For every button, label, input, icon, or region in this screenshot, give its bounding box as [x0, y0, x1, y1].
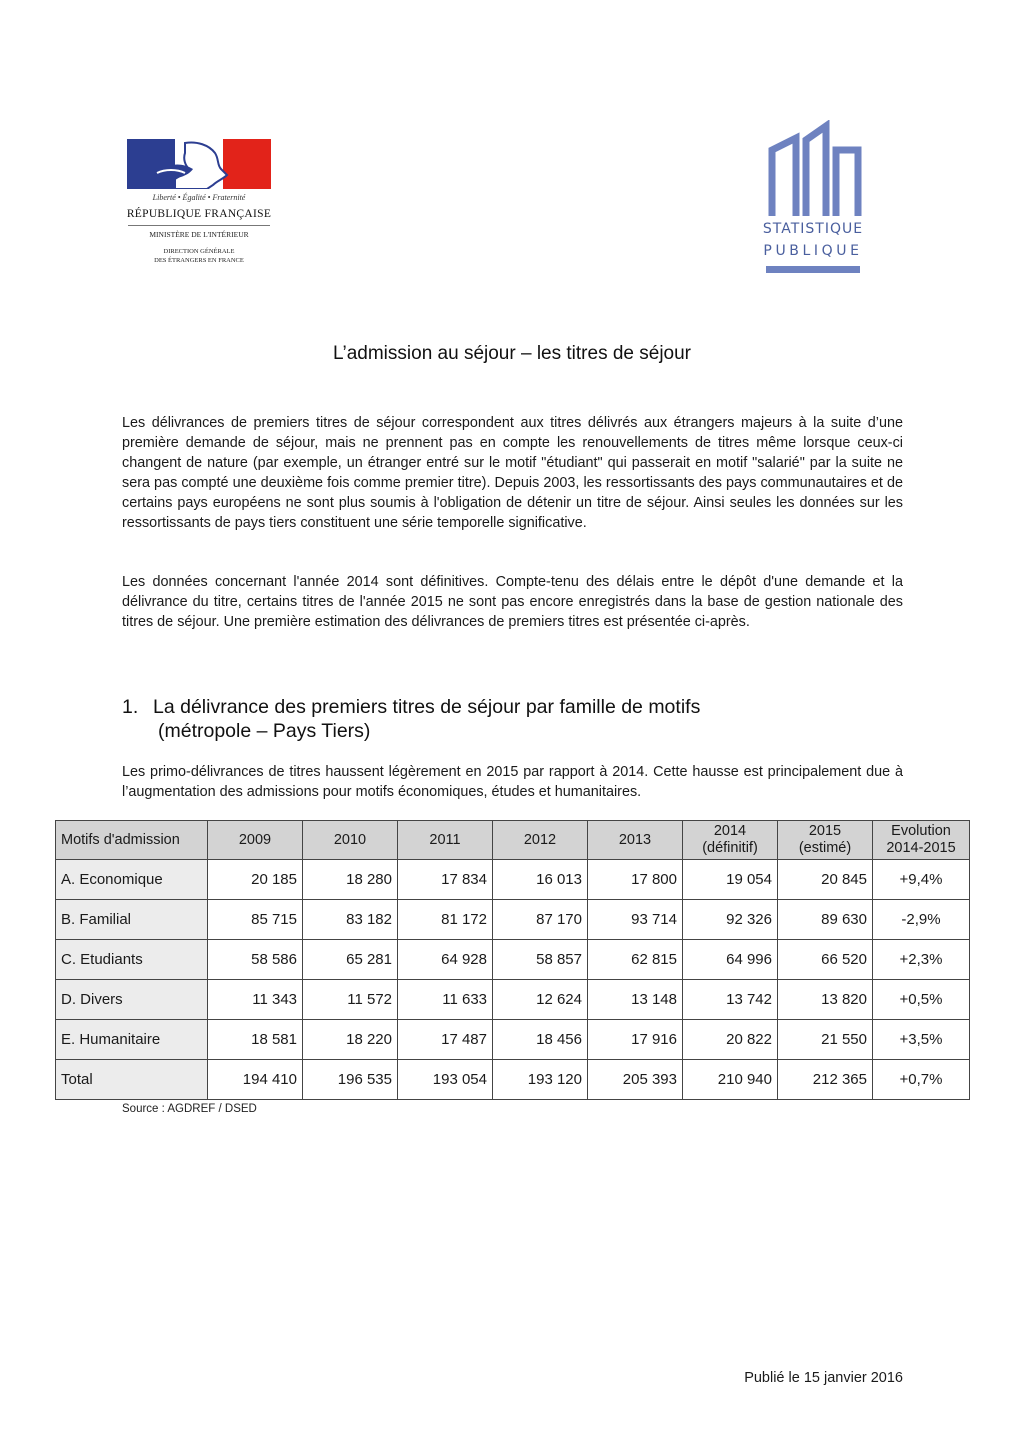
republique-francaise-logo: [124, 136, 274, 271]
buildings-icon: [764, 120, 864, 220]
table-cell: 89 630: [778, 900, 873, 940]
section-title-line-1: La délivrance des premiers titres de séjour par famille de motifs: [153, 696, 701, 718]
table-cell: 13 820: [778, 980, 873, 1020]
table-cell: 210 940: [683, 1060, 778, 1100]
logo-divider: [128, 225, 270, 226]
table-cell: 81 172: [398, 900, 493, 940]
table-cell: 13 742: [683, 980, 778, 1020]
table-row: [56, 860, 970, 900]
table-cell: 205 393: [588, 1060, 683, 1100]
row-label: D. Divers: [56, 980, 208, 1020]
row-label: Total: [56, 1060, 208, 1100]
table-cell: 64 996: [683, 940, 778, 980]
header-line: 2014: [713, 823, 747, 839]
direction-line-2: DES ÉTRANGERS EN FRANCE: [154, 257, 244, 264]
table-source: Source : AGDREF / DSED: [122, 1103, 257, 1115]
table-cell: 17 487: [398, 1020, 493, 1060]
table-cell: 93 714: [588, 900, 683, 940]
table-cell: 17 800: [588, 860, 683, 900]
table-cell: 19 054: [683, 860, 778, 900]
evolution-cell: +3,5%: [873, 1020, 970, 1060]
table-cell: 193 054: [398, 1060, 493, 1100]
header-cell: 2010: [303, 821, 398, 860]
table-cell: 18 456: [493, 1020, 588, 1060]
table-row: [56, 980, 970, 1020]
intro-paragraph-1: Les délivrances de premiers titres de séjour correspondent aux titres délivrés aux étrangers majeurs à la suite d’une première demande de séjour, mais ne prennent pas en compte les renouvellements de titres même lorsque ceux-ci changent de nature (par exemple, un étranger entré sur le motif "étudiant" qui passerait en motif "salarié" par la suite ne sera pas compté une deuxième fois comme premier titre). Depuis 2003, les ressortissants des pays communautaires et de certains pays européens ne sont plus soumis à l'obligation de détenir un titre de séjour. Ainsi seules les données sur les ressortissants de pays tiers constituent une série temporelle significative.: [122, 415, 903, 531]
table-cell: 21 550: [778, 1020, 873, 1060]
evolution-cell: -2,9%: [873, 900, 970, 940]
direction-name: [124, 247, 274, 265]
table-cell: 212 365: [778, 1060, 873, 1100]
table-cell: 11 343: [208, 980, 303, 1020]
table-cell: 92 326: [683, 900, 778, 940]
logo-text-publique: PUBLIQUE: [763, 243, 863, 259]
table-cell: 13 148: [588, 980, 683, 1020]
logo-underline: [766, 266, 860, 273]
publication-date: Publié le 15 janvier 2016: [744, 1370, 903, 1386]
table-cell: 16 013: [493, 860, 588, 900]
admissions-table: [55, 820, 970, 1100]
direction-line-1: DIRECTION GÉNÉRALE: [163, 248, 235, 255]
table-cell: 58 857: [493, 940, 588, 980]
table-cell: 64 928: [398, 940, 493, 980]
header-cell: [683, 821, 778, 860]
table-cell: 11 572: [303, 980, 398, 1020]
section-paragraph: Les primo-délivrances de titres haussent légèrement en 2015 par rapport à 2014. Cette hausse est principalement due à l’augmentation des admissions pour motifs économiques, études et humanitaires.: [122, 764, 903, 800]
table-cell: 83 182: [303, 900, 398, 940]
statistique-publique-logo: [760, 120, 870, 280]
table-row: [56, 900, 970, 940]
table-cell: 11 633: [398, 980, 493, 1020]
table-cell: 18 280: [303, 860, 398, 900]
table-cell: 194 410: [208, 1060, 303, 1100]
table-cell: 58 586: [208, 940, 303, 980]
evolution-cell: +9,4%: [873, 860, 970, 900]
table-cell: 20 185: [208, 860, 303, 900]
table-cell: 18 220: [303, 1020, 398, 1060]
row-label: A. Economique: [56, 860, 208, 900]
table-cell: 196 535: [303, 1060, 398, 1100]
ministry-name: MINISTÈRE DE L'INTÉRIEUR: [149, 230, 249, 239]
header-line: 2015: [808, 823, 842, 839]
table-row: [56, 940, 970, 980]
header-line: Evolution: [891, 823, 951, 839]
document-title: L’admission au séjour – les titres de séjour: [332, 343, 692, 364]
header-subline: (définitif): [702, 840, 758, 856]
table-cell: 18 581: [208, 1020, 303, 1060]
header-subline: 2014-2015: [886, 840, 956, 856]
table-header-row: [56, 821, 970, 860]
row-label: C. Etudiants: [56, 940, 208, 980]
table-cell: 20 845: [778, 860, 873, 900]
intro-paragraph-2: Les données concernant l'année 2014 sont définitives. Compte-tenu des délais entre le dépôt d'une demande et la délivrance du titre, certains titres de l'année 2015 ne sont pas encore enregistrés dans la base de gestion nationale des titres de séjour. Une première estimation des délivrances de premiers titres est présentée ci-après.: [122, 574, 903, 630]
evolution-cell: +2,3%: [873, 940, 970, 980]
section-title-line-2: (métropole – Pays Tiers): [158, 720, 371, 742]
evolution-cell: +0,7%: [873, 1060, 970, 1100]
table-cell: 17 834: [398, 860, 493, 900]
motto-text: Liberté • Égalité • Fraternité: [152, 193, 246, 202]
marianne-flag-icon: [127, 139, 271, 189]
section-number: 1.: [122, 696, 139, 718]
header-subline: (estimé): [798, 840, 852, 856]
table-cell: 62 815: [588, 940, 683, 980]
header-cell: [778, 821, 873, 860]
logo-text-statistique: STATISTIQUE: [762, 221, 864, 237]
row-label: B. Familial: [56, 900, 208, 940]
table-cell: 66 520: [778, 940, 873, 980]
table-cell: 87 170: [493, 900, 588, 940]
header-cell: Motifs d'admission: [56, 821, 208, 860]
table-cell: 20 822: [683, 1020, 778, 1060]
table-cell: 65 281: [303, 940, 398, 980]
evolution-cell: +0,5%: [873, 980, 970, 1020]
table-cell: 85 715: [208, 900, 303, 940]
table-row: [56, 1020, 970, 1060]
table-cell: 17 916: [588, 1020, 683, 1060]
header-cell: [873, 821, 970, 860]
header-cell: 2013: [588, 821, 683, 860]
header-cell: 2012: [493, 821, 588, 860]
republic-name: RÉPUBLIQUE FRANÇAISE: [126, 208, 272, 220]
header-cell: 2009: [208, 821, 303, 860]
header-cell: 2011: [398, 821, 493, 860]
table-total-row: [56, 1060, 970, 1100]
table-cell: 12 624: [493, 980, 588, 1020]
row-label: E. Humanitaire: [56, 1020, 208, 1060]
table-cell: 193 120: [493, 1060, 588, 1100]
